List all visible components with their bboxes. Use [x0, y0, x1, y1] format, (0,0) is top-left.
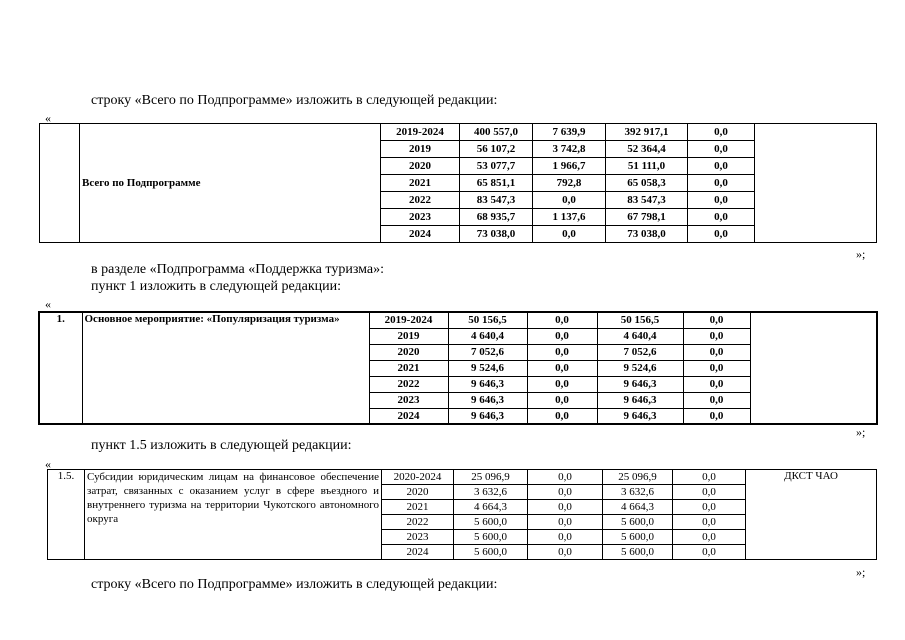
- value-cell: 9 646,3: [597, 376, 683, 392]
- value-cell: 0,0: [528, 500, 603, 515]
- value-cell: 0,0: [688, 192, 755, 209]
- value-cell: 0,0: [688, 175, 755, 192]
- value-cell: 9 646,3: [597, 408, 683, 424]
- item-number: 1.5.: [48, 470, 85, 560]
- value-cell: 0,0: [683, 328, 750, 344]
- value-cell: 7 639,9: [533, 124, 606, 141]
- value-cell: 7 052,6: [448, 344, 527, 360]
- table2-body: [39, 312, 877, 424]
- value-cell: 0,0: [688, 209, 755, 226]
- value-cell: 5 600,0: [454, 530, 528, 545]
- year-cell: 2019: [369, 328, 448, 344]
- value-cell: 0,0: [683, 392, 750, 408]
- value-cell: 0,0: [533, 192, 606, 209]
- value-cell: 5 600,0: [603, 530, 673, 545]
- tourism-subsidies-table: [47, 469, 877, 560]
- value-cell: 400 557,0: [460, 124, 533, 141]
- value-cell: 0,0: [683, 376, 750, 392]
- value-cell: 0,0: [688, 141, 755, 158]
- value-cell: 50 156,5: [597, 312, 683, 328]
- close-quote-3: »;: [856, 565, 866, 579]
- table-row: [39, 312, 877, 328]
- value-cell: 56 107,2: [460, 141, 533, 158]
- value-cell: 0,0: [673, 470, 746, 485]
- value-cell: 0,0: [528, 515, 603, 530]
- instruction-text-3: пункт 1 изложить в следующей редакции:: [91, 279, 341, 294]
- value-cell: 9 646,3: [448, 408, 527, 424]
- year-cell: 2024: [381, 226, 460, 243]
- year-cell: 2024: [382, 545, 454, 560]
- close-quote-1: »;: [856, 247, 866, 261]
- value-cell: 4 640,4: [448, 328, 527, 344]
- value-cell: 51 111,0: [606, 158, 688, 175]
- row-label: Субсидии юридическим лицам на финансовое обеспечение затрат, связанных с оказанием услуг в сфере въездного и внутреннего туризма на территории Чукотского автономного округа: [85, 470, 382, 560]
- table-row: [40, 124, 877, 141]
- value-cell: 3 742,8: [533, 141, 606, 158]
- empty-cell: [40, 124, 80, 243]
- value-cell: 50 156,5: [448, 312, 527, 328]
- year-cell: 2022: [369, 376, 448, 392]
- value-cell: 0,0: [527, 360, 597, 376]
- table1-body: [40, 124, 877, 243]
- tourism-popularization-table: [38, 311, 878, 425]
- year-cell: 2024: [369, 408, 448, 424]
- year-cell: 2021: [382, 500, 454, 515]
- instruction-text-4: пункт 1.5 изложить в следующей редакции:: [91, 438, 352, 453]
- value-cell: 0,0: [527, 328, 597, 344]
- value-cell: 0,0: [528, 485, 603, 500]
- value-cell: 0,0: [527, 408, 597, 424]
- value-cell: 0,0: [683, 408, 750, 424]
- value-cell: 4 664,3: [454, 500, 528, 515]
- value-cell: 9 646,3: [597, 392, 683, 408]
- instruction-text-5: строку «Всего по Подпрограмме» изложить в следующей редакции:: [91, 577, 498, 592]
- value-cell: 0,0: [527, 376, 597, 392]
- year-cell: 2021: [381, 175, 460, 192]
- value-cell: 9 646,3: [448, 392, 527, 408]
- value-cell: 65 058,3: [606, 175, 688, 192]
- value-cell: 0,0: [527, 312, 597, 328]
- instruction-text-2: в разделе «Подпрограмма «Поддержка туризма»:: [91, 262, 385, 277]
- year-cell: 2019: [381, 141, 460, 158]
- value-cell: 52 364,4: [606, 141, 688, 158]
- open-quote-2: «: [45, 297, 51, 311]
- year-cell: 2020-2024: [382, 470, 454, 485]
- year-cell: 2020: [381, 158, 460, 175]
- value-cell: 73 038,0: [460, 226, 533, 243]
- year-cell: 2022: [381, 192, 460, 209]
- value-cell: 0,0: [688, 124, 755, 141]
- value-cell: 0,0: [673, 500, 746, 515]
- open-quote-1: «: [45, 111, 51, 125]
- item-number: 1.: [39, 312, 82, 424]
- value-cell: 67 798,1: [606, 209, 688, 226]
- value-cell: 1 137,6: [533, 209, 606, 226]
- value-cell: 53 077,7: [460, 158, 533, 175]
- value-cell: 9 524,6: [597, 360, 683, 376]
- value-cell: 392 917,1: [606, 124, 688, 141]
- year-cell: 2020: [369, 344, 448, 360]
- close-quote-2: »;: [856, 425, 866, 439]
- table-row: [48, 470, 877, 485]
- value-cell: 5 600,0: [603, 515, 673, 530]
- value-cell: 0,0: [683, 312, 750, 328]
- value-cell: 83 547,3: [460, 192, 533, 209]
- value-cell: 4 640,4: [597, 328, 683, 344]
- year-cell: 2019-2024: [381, 124, 460, 141]
- value-cell: 83 547,3: [606, 192, 688, 209]
- value-cell: 0,0: [688, 226, 755, 243]
- value-cell: 0,0: [527, 392, 597, 408]
- year-cell: 2022: [382, 515, 454, 530]
- value-cell: 0,0: [683, 344, 750, 360]
- empty-cell: [750, 312, 877, 424]
- value-cell: 65 851,1: [460, 175, 533, 192]
- row-label: Основное мероприятие: «Популяризация туризма»: [82, 312, 369, 424]
- value-cell: 0,0: [688, 158, 755, 175]
- value-cell: 73 038,0: [606, 226, 688, 243]
- value-cell: 0,0: [683, 360, 750, 376]
- value-cell: 0,0: [533, 226, 606, 243]
- value-cell: 1 966,7: [533, 158, 606, 175]
- value-cell: 0,0: [673, 515, 746, 530]
- value-cell: 0,0: [528, 530, 603, 545]
- value-cell: 3 632,6: [603, 485, 673, 500]
- value-cell: 25 096,9: [454, 470, 528, 485]
- instruction-text-1: строку «Всего по Подпрограмме» изложить в следующей редакции:: [91, 93, 498, 108]
- value-cell: 5 600,0: [603, 545, 673, 560]
- value-cell: 9 646,3: [448, 376, 527, 392]
- year-cell: 2023: [369, 392, 448, 408]
- table3-body: [48, 470, 877, 560]
- value-cell: 0,0: [528, 470, 603, 485]
- value-cell: 5 600,0: [454, 545, 528, 560]
- value-cell: 792,8: [533, 175, 606, 192]
- row-label: Всего по Подпрограмме: [80, 124, 381, 243]
- year-cell: 2023: [382, 530, 454, 545]
- value-cell: 5 600,0: [454, 515, 528, 530]
- value-cell: 4 664,3: [603, 500, 673, 515]
- executor-cell: ДКСТ ЧАО: [746, 470, 877, 560]
- value-cell: 0,0: [673, 545, 746, 560]
- value-cell: 7 052,6: [597, 344, 683, 360]
- value-cell: 0,0: [673, 485, 746, 500]
- value-cell: 3 632,6: [454, 485, 528, 500]
- open-quote-3: «: [45, 457, 51, 471]
- year-cell: 2019-2024: [369, 312, 448, 328]
- value-cell: 0,0: [527, 344, 597, 360]
- year-cell: 2021: [369, 360, 448, 376]
- year-cell: 2023: [381, 209, 460, 226]
- value-cell: 25 096,9: [603, 470, 673, 485]
- year-cell: 2020: [382, 485, 454, 500]
- empty-cell: [755, 124, 877, 243]
- subprogram-total-table: [39, 123, 877, 243]
- value-cell: 9 524,6: [448, 360, 527, 376]
- value-cell: 0,0: [528, 545, 603, 560]
- value-cell: 0,0: [673, 530, 746, 545]
- value-cell: 68 935,7: [460, 209, 533, 226]
